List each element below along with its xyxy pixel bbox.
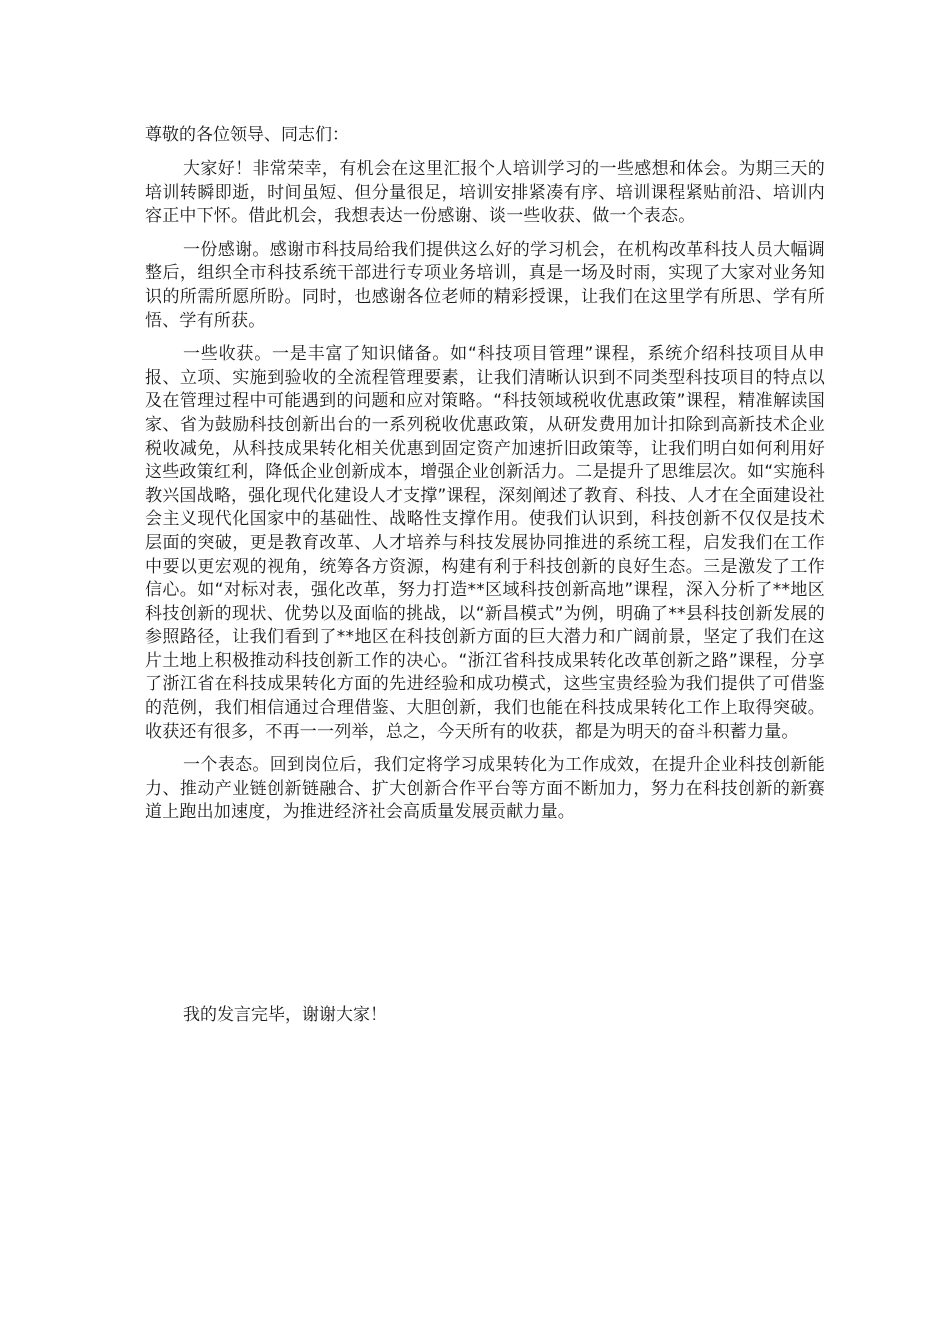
paragraph-pledge: 一个表态。回到岗位后，我们定将学习成果转化为工作成效，在提升企业科技创新能力、推动产业链创新链融合、扩大创新合作平台等方面不断加力，努力在科技创新的新赛道上跑出加速度，为推进经济社会高质量发展贡献力量。 [145,755,825,823]
paragraph-gains: 一些收获。一是丰富了知识储备。如“科技项目管理”课程，系统介绍科技项目从申报、立项、实施到验收的全流程管理要素，让我们清晰认识到不同类型科技项目的特点以及在管理过程中可能遇到的问题和应对策略。“科技领域税收优惠政策”课程，精准解读国家、省为鼓励科技创新出台的一系列税收优惠政策，从研发费用加计扣除到高新技术企业税收减免，从科技成果转化相关优惠到固定资产加速折旧政策等，让我们明白如何利用好这些政策红利，降低企业创新成本，增强企业创新活力。二是提升了思维层次。如“实施科教兴国战略，强化现代化建设人才支撑”课程，深刻阐述了教育、科技、人才在全面建设社会主义现代化国家中的基础性、战略性支撑作用。使我们认识到，科技创新不仅仅是技术层面的突破，更是教育改革、人才培养与科技发展协同推进的系统工程，启发我们在工作中要以更宏观的视角，统筹各方资源，构建有利于科技创新的良好生态。三是激发了工作信心。如“对标对表，强化改革，努力打造**区域科技创新高地”课程，深入分析了**地区科技创新的现状、优势以及面临的挑战，以“新昌模式”为例，明确了**县科技创新发展的参照路径，让我们看到了**地区在科技创新方面的巨大潜力和广阔前景，坚定了我们在这片土地上积极推动科技创新工作的决心。“浙江省科技成果转化改革创新之路”课程，分享了浙江省在科技成果转化方面的先进经验和成功模式，这些宝贵经验为我们提供了可借鉴的范例，我们相信通过合理借鉴、大胆创新，我们也能在科技成果转化工作上取得突破。收获还有很多，不再一一列举，总之，今天所有的收获，都是为明天的奋斗积蓄力量。 [145,344,825,742]
paragraph-greeting: 大家好！非常荣幸，有机会在这里汇报个人培训学习的一些感想和体会。为期三天的培训转瞬即逝，时间虽短、但分量很足，培训安排紧凑有序、培训课程紧贴前沿、培训内容正中下怀。借此机会，我想表达一份感谢、谈一些收获、做一个表态。 [145,159,825,227]
closing-remark: 我的发言完毕，谢谢大家！ [183,1005,387,1025]
salutation: 尊敬的各位领导、同志们： [145,125,349,145]
paragraph-thanks: 一份感谢。感谢市科技局给我们提供这么好的学习机会，在机构改革科技人员大幅调整后，组织全市科技系统干部进行专项业务培训，真是一场及时雨，实现了大家对业务知识的所需所愿所盼。同时，也感谢各位老师的精彩授课，让我们在这里学有所思、学有所悟、学有所获。 [145,239,825,331]
body-text [145,158,825,835]
